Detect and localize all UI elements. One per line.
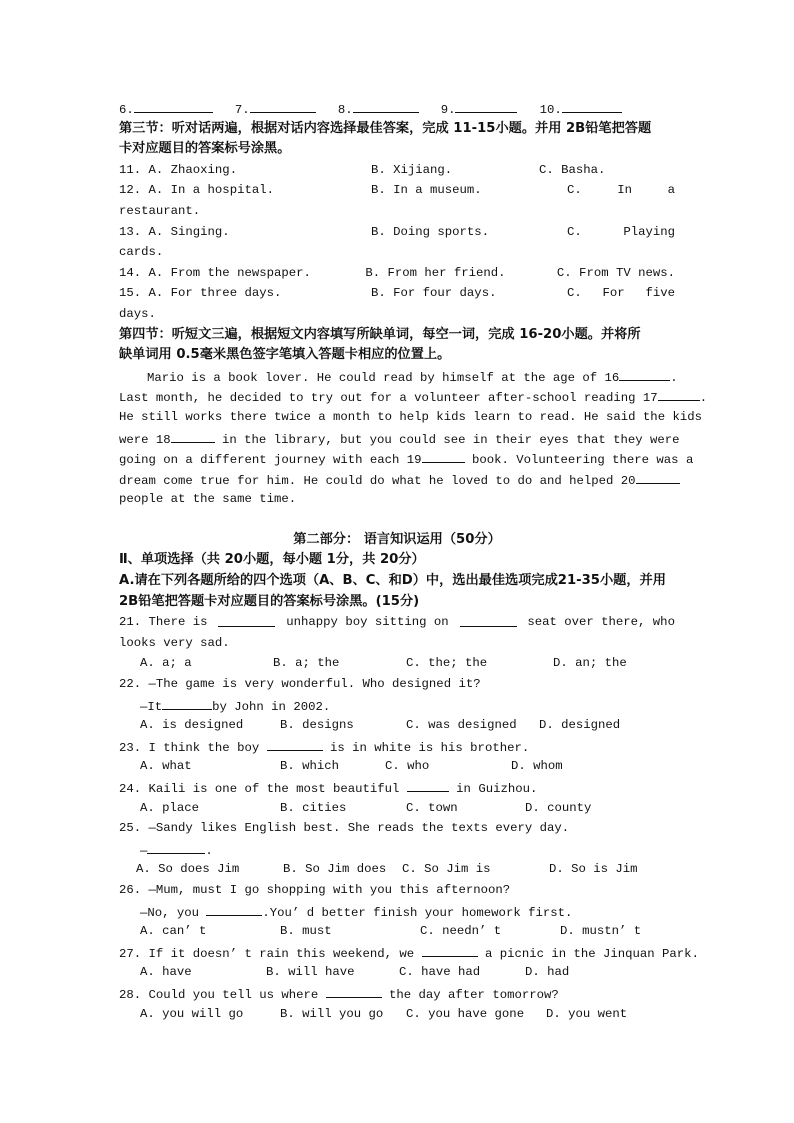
answer-blank — [460, 612, 517, 627]
part2-subheading: Ⅱ、单项选择（共 20小题，每小题 1分，共 20分） — [119, 552, 425, 568]
option-b: B. Xijiang. — [371, 162, 453, 177]
answer-blank-18 — [171, 428, 215, 443]
question-21 — [119, 612, 675, 633]
option-d: D. county — [525, 800, 592, 815]
option-c: C. was designed — [406, 718, 517, 733]
question-text: 24. Kaili is one of the most beautiful — [119, 782, 407, 796]
question-22-response — [119, 695, 675, 716]
question-28 — [119, 983, 675, 1004]
answer-blank-17 — [658, 386, 700, 401]
question-21-options — [119, 653, 675, 674]
option-d: D. an; the — [553, 656, 627, 671]
question-23-options — [119, 756, 675, 777]
answer-blank — [455, 98, 517, 113]
answer-blank-20 — [636, 469, 680, 484]
passage-line — [119, 366, 678, 387]
option-d: D. So is Jim — [549, 862, 638, 877]
question-24 — [119, 777, 675, 798]
passage-text: going on a different journey with each 19 — [119, 453, 422, 468]
option-c: C. the; the — [406, 656, 488, 671]
option-b: B. designs — [280, 718, 354, 733]
option-c — [567, 180, 675, 201]
question-12-cont: restaurant. — [119, 203, 201, 218]
option-c — [567, 283, 675, 304]
option-d: D. had — [525, 965, 570, 980]
option-b: B. a; the — [273, 656, 340, 671]
question-text: is in white is his brother. — [322, 740, 530, 755]
question-22-options — [119, 715, 675, 736]
option-b: B. From her friend. — [365, 265, 506, 280]
question-14 — [119, 263, 675, 284]
passage-text: in the library, but you could see in their eyes that they were — [214, 432, 680, 447]
passage-line: people at the same time. — [119, 492, 297, 507]
option-c — [567, 222, 675, 243]
option-c-part: five — [645, 286, 675, 301]
option-a: 11. A. Zhaoxing. — [119, 162, 238, 177]
question-text: unhappy boy sitting on — [286, 615, 449, 630]
passage-text: Last month, he decided to try out for a volunteer after-school reading 17 — [119, 391, 658, 406]
option-c-part: For — [602, 286, 625, 301]
question-12 — [119, 180, 675, 201]
question-15 — [119, 283, 675, 304]
question-13 — [119, 222, 675, 243]
answer-blank — [267, 736, 323, 751]
option-b: B. So Jim does — [283, 862, 387, 877]
question-27-options — [119, 962, 675, 983]
option-c-part: C. — [567, 224, 582, 239]
blank-label: 8. — [337, 103, 353, 117]
passage-line: He still works there twice a month to help kids learn to read. He said the kids — [119, 409, 702, 424]
option-c: C. Basha. — [539, 162, 606, 177]
spacer — [119, 510, 675, 530]
option-d: D. whom — [511, 759, 563, 774]
option-a: A. can’ t — [140, 924, 207, 939]
answer-blank — [326, 983, 382, 998]
option-d: D. you went — [546, 1006, 628, 1021]
option-b: B. For four days. — [371, 286, 497, 301]
blank-label: 7. — [234, 103, 250, 117]
answer-blank — [218, 612, 275, 627]
answer-blank — [206, 901, 262, 916]
option-b: B. Doing sports. — [371, 224, 490, 239]
part2-title: 第二部分： 语言知识运用（50分） — [293, 531, 501, 547]
answer-blank-19 — [422, 448, 465, 463]
section3-heading-cont: 卡对应题目的答案标号涂黑。 — [119, 141, 291, 157]
question-27 — [119, 942, 699, 963]
question-24-options — [119, 798, 675, 819]
question-25: 25. —Sandy likes English best. She reads the texts every day. — [119, 821, 570, 836]
question-26: 26. —Mum, must I go shopping with you this afternoon? — [119, 882, 511, 897]
section3-heading: 第三节：听对话两遍，根据对话内容选择最佳答案，完成 11-15小题。并用 2B铅笔把答题 — [119, 120, 652, 136]
answer-blank — [407, 777, 449, 792]
option-d: D. designed — [539, 718, 621, 733]
question-text: —It — [140, 699, 163, 714]
section4-heading: 第四节：听短文三遍，根据短文内容填写所缺单词，每空一词，完成 16-20小题。并将所 — [119, 326, 641, 342]
option-a: 15. A. For three days. — [119, 286, 282, 301]
passage-text: were 18 — [119, 432, 171, 447]
passage-text: Mario is a book lover. He could read by himself at the age of 16 — [147, 370, 620, 385]
question-text: by John in 2002. — [212, 699, 331, 714]
passage-text: dream come true for him. He could do what he loved to do and helped 20 — [119, 473, 636, 488]
option-a: 12. A. In a hospital. — [119, 183, 274, 198]
blank-label: 9. — [440, 103, 456, 117]
passage-text: . — [699, 391, 708, 406]
answer-blank — [147, 839, 205, 854]
passage-line — [119, 428, 680, 449]
blank-label: 10. — [539, 103, 562, 117]
answer-blank — [422, 942, 478, 957]
option-b: B. will you go — [280, 1006, 384, 1021]
option-a: A. So does Jim — [136, 862, 240, 877]
question-text: seat over there, who — [527, 615, 675, 630]
question-13-cont: cards. — [119, 245, 164, 260]
option-b: B. cities — [280, 800, 347, 815]
answer-blank — [162, 695, 212, 710]
question-11 — [119, 160, 675, 181]
question-21-cont: looks very sad. — [119, 635, 230, 650]
answer-blank — [562, 98, 622, 113]
question-26-options — [119, 921, 675, 942]
question-25-response — [119, 839, 675, 860]
option-a: A. place — [140, 800, 200, 815]
question-text: 27. If it doesn’ t rain this weekend, we — [119, 946, 422, 961]
passage-line — [119, 469, 675, 490]
question-15-cont: days. — [119, 306, 156, 321]
question-26-response — [119, 901, 675, 922]
option-a: A. what — [140, 759, 192, 774]
option-a: 14. A. From the newspaper. — [119, 265, 311, 280]
passage-text: book. Volunteering there was a — [464, 453, 694, 468]
option-b: B. will have — [266, 965, 355, 980]
option-c: C. have had — [399, 965, 481, 980]
question-text: — — [140, 843, 148, 858]
question-28-options — [119, 1004, 675, 1025]
question-text: a picnic in the Jinquan Park. — [477, 946, 699, 961]
option-a: A. have — [140, 965, 192, 980]
option-a: A. a; a — [140, 656, 192, 671]
option-c-part: C. — [567, 286, 582, 301]
option-c-part: C. — [567, 183, 582, 198]
question-text: the day after tomorrow? — [381, 987, 559, 1002]
question-22: 22. —The game is very wonderful. Who designed it? — [119, 677, 481, 692]
question-23 — [119, 736, 675, 757]
option-c: C. who — [385, 759, 430, 774]
question-text: . — [205, 843, 213, 858]
option-c-part: In — [617, 183, 633, 198]
question-25-options — [119, 859, 675, 880]
passage-line — [119, 386, 708, 407]
question-text: in Guizhou. — [448, 782, 538, 796]
passage-line — [119, 448, 694, 469]
option-c: C. town — [406, 800, 458, 815]
option-c: C. From TV news. — [556, 265, 675, 280]
exam-page — [119, 98, 708, 1024]
option-b: B. In a museum. — [371, 183, 482, 198]
option-d: D. mustn’ t — [560, 924, 642, 939]
part2-instruction: A.请在下列各题所给的四个选项（A、B、C、和D）中，选出最佳选项完成21-35小题，并用 — [119, 573, 666, 589]
answer-blanks-row — [119, 98, 675, 119]
question-text: 21. There is — [119, 615, 208, 630]
option-a: A. is designed — [140, 718, 244, 733]
option-a: A. you will go — [140, 1006, 244, 1021]
option-b: B. which — [280, 759, 340, 774]
option-c-part: a — [667, 183, 675, 198]
passage-text: . — [670, 370, 678, 385]
option-c: C. needn’ t — [420, 924, 502, 939]
part2-instruction-cont: 2B铅笔把答题卡对应题目的答案标号涂黑。(15分) — [119, 593, 420, 609]
option-c-part: Playing — [623, 224, 675, 239]
answer-blank — [250, 98, 316, 113]
answer-blank — [134, 98, 213, 113]
option-b: B. must — [280, 924, 332, 939]
option-c: C. you have gone — [406, 1006, 525, 1021]
blank-label: 6. — [119, 103, 134, 117]
section4-heading-cont: 缺单词用 0.5毫米黑色签字笔填入答题卡相应的位置上。 — [119, 347, 451, 363]
question-text: 23. I think the boy — [119, 740, 267, 755]
option-c: C. So Jim is — [402, 862, 491, 877]
answer-blank-16 — [619, 366, 670, 381]
answer-blank — [353, 98, 419, 113]
question-text: .You’ d better finish your homework first. — [262, 905, 573, 920]
option-a: 13. A. Singing. — [119, 224, 230, 239]
question-text: 28. Could you tell us where — [119, 987, 326, 1002]
question-text: —No, you — [140, 905, 207, 920]
